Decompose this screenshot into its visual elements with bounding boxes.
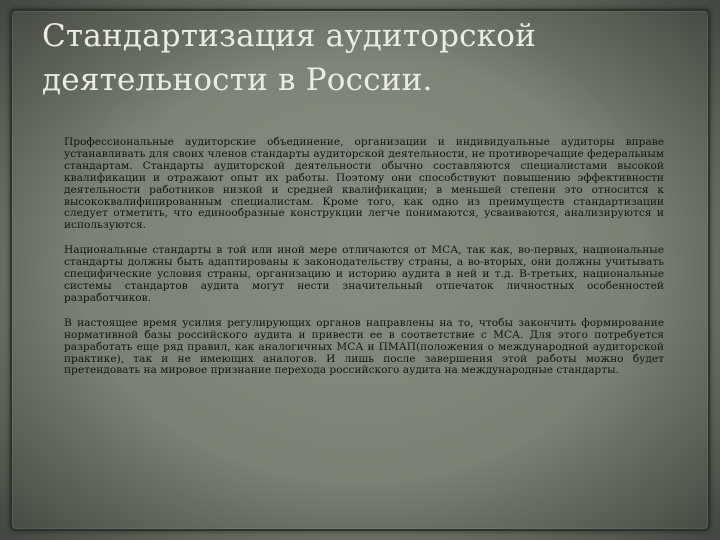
slide-body <box>64 137 664 390</box>
paragraph-current-efforts: В настоящее время усилия регулирующих органов направлены на то, чтобы закончить формирование нормативной базы российского аудита и привести ее в соответствие с МСА. Для этого потребуется разработать еще ряд правил, как аналогичных МСА и ПМАП(положения о международной аудиторской практике), так и не имеющих аналогов. И лишь после завершения этой работы можно будет претендовать на мировое признание перехода российского аудита на международные стандарты. <box>64 316 664 377</box>
paragraph-national-standards: Национальные стандарты в той или иной мере отличаются от МСА, так как, во-первых, национальные стандарты должны быть адаптированы к законодательству страны, а во-вторых, они должны учитывать специфические условия страны, организацию и историю аудита в ней и т.д. В-третьих, национальные системы стандартов аудита могут нести значительный отпечаток личностных особенностей разработчиков. <box>64 244 664 304</box>
paragraph-standards-rights: Профессиональные аудиторские объединение, организации и индивидуальные аудиторы вправе устанавливать для своих членов стандарты аудиторской деятельности, не противоречащие федеральным стандартам. Стандарты аудиторской деятельности обычно составляются специалистами высокой квалификации и отражают опыт их работы. Поэтому они способствуют повышению эффективности деятельности работников низкой и средней квалификации; в меньшей степени это относится к высококвалифицированным специалистам. Кроме того, как одно из преимуществ стандартизации следует отметить, что единообразные конструкции легче понимаются, усваиваются, анализируются и используются. <box>64 136 664 232</box>
slide-title <box>42 14 682 102</box>
slide-title-line-2: деятельности в России. <box>42 62 433 98</box>
slide-title-line-1: Стандартизация аудиторской <box>42 18 537 54</box>
